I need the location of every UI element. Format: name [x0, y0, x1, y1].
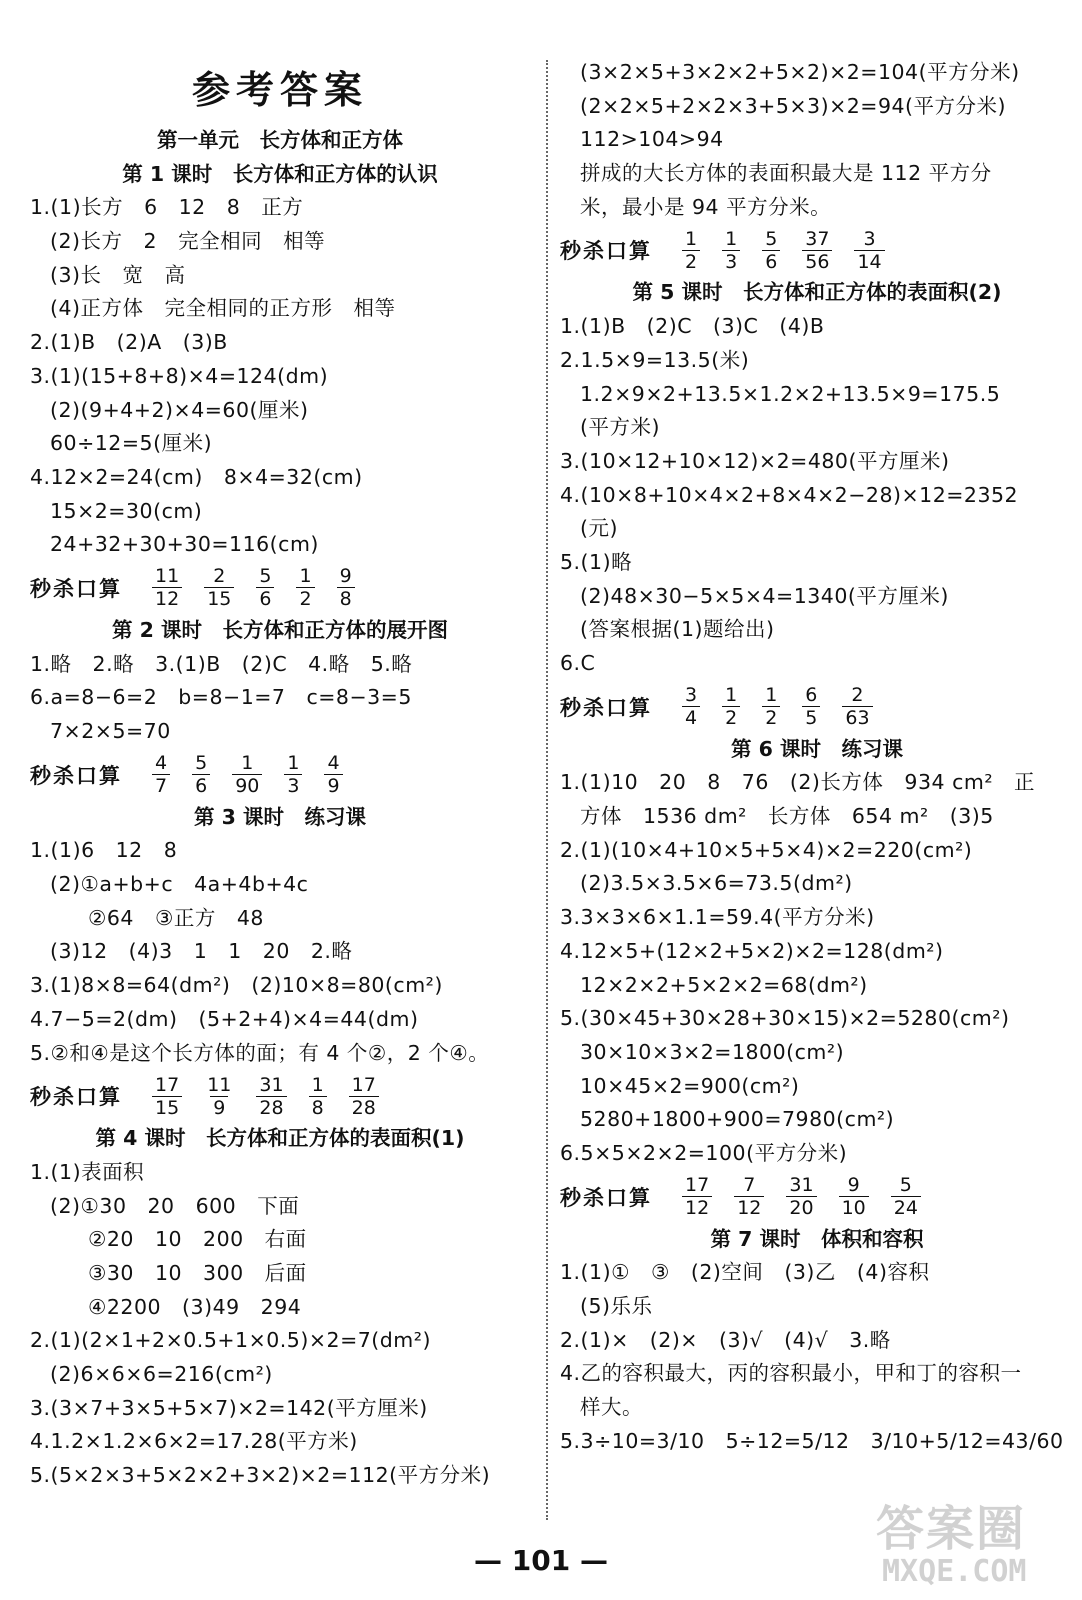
fraction-numerator: 1 — [311, 1073, 324, 1096]
fraction-numerator: 4 — [155, 752, 168, 775]
answer-line: 24+32+30+30=116(cm) — [50, 532, 319, 557]
answer-line: 5.(30×45+30×28+30×15)×2=5280(cm²) — [560, 1006, 1010, 1031]
fraction — [309, 1074, 327, 1119]
fraction-denominator: 3 — [284, 774, 302, 797]
answer-line: (2)①a+b+c 4a+4b+4c — [50, 872, 309, 897]
answer-line: 6.a=8−6=2 b=8−1=7 c=8−3=5 — [30, 685, 412, 710]
answer-line: (3)12 (4)3 1 1 20 2.略 — [50, 939, 353, 964]
fraction — [682, 684, 700, 729]
answer-line: 米，最小是 94 平方分米。 — [580, 194, 832, 219]
fraction-denominator: 15 — [204, 587, 234, 610]
answer-line: 1.2×9×2+13.5×1.2×2+13.5×9=175.5 — [580, 381, 1001, 406]
answer-line: 1.(1)6 12 8 — [30, 838, 178, 863]
answer-line: 样大。 — [580, 1395, 643, 1420]
answer-line: (答案根据(1)题给出) — [580, 617, 775, 642]
left-column — [30, 56, 530, 1493]
fraction-denominator: 6 — [192, 774, 210, 797]
fraction — [722, 228, 740, 273]
fraction-denominator: 10 — [839, 1196, 869, 1219]
fraction — [204, 1074, 234, 1119]
fraction-denominator: 12 — [734, 1196, 764, 1219]
answer-line: ②20 10 200 右面 — [88, 1227, 307, 1252]
answer-line: 1.(1)B (2)C (3)C (4)B — [560, 314, 825, 339]
fraction-numerator: 1 — [287, 752, 300, 775]
fraction — [256, 1074, 286, 1119]
answer-line: (3)长 宽 高 — [50, 262, 186, 287]
answer-line: ④2200 (3)49 294 — [88, 1294, 302, 1319]
answer-line: (2)6×6×6=216(cm²) — [50, 1362, 273, 1386]
answer-line: 3.(1)(15+8+8)×4=124(dm) — [30, 363, 329, 388]
watermark-text: 答案圈 — [876, 1501, 1027, 1557]
answer-line: (2)3.5×3.5×6=73.5(dm²) — [580, 871, 853, 896]
fraction-numerator: 17 — [351, 1073, 376, 1096]
fraction-numerator: 5 — [765, 227, 778, 250]
answer-line: (2)48×30−5×5×4=1340(平方厘米) — [580, 583, 949, 608]
answer-line: 1.(1)① ③ (2)空间 (3)乙 (4)容积 — [560, 1260, 930, 1285]
fraction — [192, 752, 210, 797]
answer-line: (4)正方体 完全相同的正方形 相等 — [50, 296, 396, 321]
fraction-numerator: 11 — [207, 1073, 232, 1096]
answer-line: 4.1.2×1.2×6×2=17.28(平方米) — [30, 1429, 358, 1454]
answer-line: 60÷12=5(厘米) — [50, 431, 213, 456]
fraction — [337, 565, 355, 610]
oral-calc-label: 秒杀口算 — [560, 1185, 652, 1210]
fraction — [839, 1174, 869, 1219]
answer-line: (2×2×5+2×2×3+5×3)×2=94(平方分米) — [580, 93, 1007, 118]
answer-line: 2.(1)× (2)× (3)√ (4)√ 3.略 — [560, 1327, 891, 1352]
answer-line: 4.12×5+(12×2+5×2)×2=128(dm²) — [560, 938, 944, 963]
answer-line: 1.(1)表面积 — [30, 1159, 145, 1184]
answer-line: 5280+1800+900=7980(cm²) — [580, 1107, 895, 1132]
fraction — [324, 752, 342, 797]
answer-line: 3.(1)8×8=64(dm²) (2)10×8=80(cm²) — [30, 973, 443, 998]
oral-calc-row — [30, 562, 530, 614]
fraction — [682, 1174, 712, 1219]
answer-line: 2.(1)(10×4+10×5+5×4)×2=220(cm²) — [560, 837, 973, 862]
fraction-numerator: 4 — [327, 752, 340, 775]
answer-line: 1.略 2.略 3.(1)B (2)C 4.略 5.略 — [30, 651, 413, 676]
answer-line: 5.(1)略 — [560, 549, 633, 574]
column-divider — [546, 60, 548, 1520]
fraction-denominator: 63 — [842, 706, 872, 729]
fraction-numerator: 1 — [685, 227, 698, 250]
answer-line: 1.(1)长方 6 12 8 正方 — [30, 195, 304, 220]
answer-line: 30×10×3×2=1800(cm²) — [580, 1039, 845, 1064]
answer-line: 方体 1536 dm² 长方体 654 m² (3)5 — [580, 804, 994, 829]
fraction-numerator: 5 — [899, 1174, 912, 1197]
fraction-denominator: 4 — [682, 706, 700, 729]
right-column — [560, 56, 1074, 1458]
answer-line: 拼成的大长方体的表面积最大是 112 平方分 — [580, 161, 992, 186]
fraction — [349, 1074, 379, 1119]
oral-calc-row — [560, 1171, 1074, 1223]
answer-line: 112>104>94 — [580, 127, 724, 152]
watermark-logo — [876, 1490, 1076, 1600]
fraction-numerator: 6 — [805, 684, 818, 707]
fraction-denominator: 12 — [682, 1196, 712, 1219]
answer-line: 2.(1)(2×1+2×0.5+1×0.5)×2=7(dm²) — [30, 1328, 431, 1353]
fraction-numerator: 9 — [339, 565, 352, 588]
fraction-numerator: 5 — [259, 565, 272, 588]
fraction-numerator: 1 — [725, 227, 738, 250]
answer-line: 12×2×2+5×2×2=68(dm²) — [580, 972, 868, 997]
fraction-denominator: 5 — [802, 706, 820, 729]
fraction-denominator: 20 — [786, 1196, 816, 1219]
fraction — [152, 565, 182, 610]
fraction — [296, 565, 314, 610]
answer-line: 5.(5×2×3+5×2×2+3×2)×2=112(平方分米) — [30, 1463, 491, 1488]
fraction — [256, 565, 274, 610]
oral-calc-label: 秒杀口算 — [30, 576, 122, 601]
fraction-numerator: 3 — [685, 684, 698, 707]
fraction-denominator: 12 — [152, 587, 182, 610]
fraction-denominator: 15 — [152, 1096, 182, 1119]
answer-line: 5.3÷10=3/10 5÷12=5/12 3/10+5/12=43/60 — [560, 1428, 1064, 1453]
lesson-heading: 第 1 课时 长方体和正方体的认识 — [122, 161, 438, 186]
fraction-denominator: 9 — [324, 774, 342, 797]
oral-calc-row — [30, 749, 530, 801]
answer-line: 4.7−5=2(dm) (5+2+4)×4=44(dm) — [30, 1006, 419, 1031]
answer-line: 4.乙的容积最大，丙的容积最小，甲和丁的容积一 — [560, 1361, 1022, 1386]
fraction-numerator: 1 — [765, 684, 778, 707]
fraction — [152, 752, 170, 797]
fraction-numerator: 9 — [847, 1174, 860, 1197]
fraction-numerator: 3 — [863, 227, 876, 250]
fraction-numerator: 5 — [195, 752, 208, 775]
fraction-numerator: 31 — [789, 1174, 814, 1197]
oral-calc-row — [560, 224, 1074, 276]
fraction-denominator: 8 — [309, 1096, 327, 1119]
answer-line: 3.(10×12+10×12)×2=480(平方厘米) — [560, 448, 950, 473]
answer-line: 2.(1)B (2)A (3)B — [30, 330, 228, 355]
lesson-heading: 第一单元 长方体和正方体 — [157, 128, 403, 152]
fraction-denominator: 9 — [210, 1096, 228, 1119]
answer-line: (2)(9+4+2)×4=60(厘米) — [50, 397, 309, 422]
fraction — [854, 228, 884, 273]
fraction-numerator: 1 — [299, 565, 312, 588]
fraction-denominator: 28 — [349, 1096, 379, 1119]
fraction-numerator: 1 — [725, 684, 738, 707]
fraction-denominator: 3 — [722, 250, 740, 273]
fraction-denominator: 24 — [891, 1196, 921, 1219]
answer-line: (2)①30 20 600 下面 — [50, 1193, 300, 1218]
answer-line: (元) — [580, 516, 618, 541]
lesson-heading: 第 6 课时 练习课 — [730, 736, 904, 761]
fraction — [722, 684, 740, 729]
oral-calc-row — [30, 1070, 530, 1122]
answer-line: ③30 10 300 后面 — [88, 1260, 307, 1285]
lesson-heading: 第 3 课时 练习课 — [193, 804, 367, 829]
fraction-denominator: 56 — [802, 250, 832, 273]
fraction-numerator: 2 — [213, 565, 226, 588]
fraction — [204, 565, 234, 610]
fraction-numerator: 37 — [805, 227, 830, 250]
fraction — [891, 1174, 921, 1219]
oral-calc-label: 秒杀口算 — [560, 695, 652, 720]
fraction — [152, 1074, 182, 1119]
fraction-numerator: 7 — [743, 1174, 756, 1197]
fraction-denominator: 14 — [854, 250, 884, 273]
page-title: 参考答案 — [191, 67, 368, 112]
watermark-url: MXQE.COM — [882, 1554, 1027, 1589]
answer-line: 1.(1)10 20 8 76 (2)长方体 934 cm² 正 — [560, 770, 1036, 795]
page-number: — 101 — — [474, 1544, 608, 1577]
answer-line: 7×2×5=70 — [50, 719, 171, 743]
answer-line: 6.C — [560, 651, 596, 675]
fraction-denominator: 6 — [762, 250, 780, 273]
lesson-heading: 第 5 课时 长方体和正方体的表面积(2) — [632, 280, 1002, 305]
oral-calc-label: 秒杀口算 — [30, 763, 122, 788]
answer-line: ②64 ③正方 48 — [88, 905, 264, 930]
fraction-denominator: 6 — [256, 587, 274, 610]
fraction-denominator: 2 — [762, 706, 780, 729]
fraction-numerator: 17 — [155, 1073, 180, 1096]
answer-line: 3.3×3×6×1.1=59.4(平方分米) — [560, 905, 875, 930]
answer-line: (2)长方 2 完全相同 相等 — [50, 229, 326, 254]
fraction-denominator: 90 — [232, 774, 262, 797]
fraction — [762, 228, 780, 273]
answer-line: 10×45×2=900(cm²) — [580, 1073, 800, 1098]
fraction-denominator: 28 — [256, 1096, 286, 1119]
fraction — [786, 1174, 816, 1219]
fraction-numerator: 31 — [259, 1073, 284, 1096]
answer-line: (5)乐乐 — [580, 1294, 653, 1318]
fraction — [762, 684, 780, 729]
answer-line: (平方米) — [580, 415, 660, 440]
fraction-numerator: 17 — [685, 1174, 710, 1197]
fraction-denominator: 7 — [152, 774, 170, 797]
fraction-numerator: 1 — [241, 752, 254, 775]
fraction-denominator: 2 — [722, 706, 740, 729]
fraction — [842, 684, 872, 729]
fraction — [802, 684, 820, 729]
fraction-denominator: 2 — [296, 587, 314, 610]
answer-line: 4.(10×8+10×4×2+8×4×2−28)×12=2352 — [560, 482, 1019, 507]
fraction-numerator: 11 — [155, 565, 180, 588]
fraction-numerator: 2 — [851, 684, 864, 707]
fraction — [284, 752, 302, 797]
oral-calc-label: 秒杀口算 — [30, 1085, 122, 1110]
answer-line: 4.12×2=24(cm) 8×4=32(cm) — [30, 464, 363, 489]
answer-line: 6.5×5×2×2=100(平方分米) — [560, 1140, 848, 1165]
right-answer-list — [560, 56, 1074, 1458]
fraction — [232, 752, 262, 797]
fraction — [682, 228, 700, 273]
answer-line: 3.(3×7+3×5+5×7)×2=142(平方厘米) — [30, 1395, 428, 1420]
oral-calc-label: 秒杀口算 — [560, 239, 652, 264]
answer-line: 5.②和④是这个长方体的面；有 4 个②，2 个④。 — [30, 1040, 490, 1065]
fraction-denominator: 2 — [682, 250, 700, 273]
lesson-heading: 第 7 课时 体积和容积 — [710, 1226, 924, 1251]
lesson-heading: 第 4 课时 长方体和正方体的表面积(1) — [95, 1126, 465, 1151]
answer-line: (3×2×5+3×2×2+5×2)×2=104(平方分米) — [580, 60, 1020, 84]
fraction-denominator: 8 — [337, 587, 355, 610]
answer-line: 15×2=30(cm) — [50, 498, 203, 523]
answer-line: 2.1.5×9=13.5(米) — [560, 347, 750, 372]
oral-calc-row — [560, 681, 1074, 733]
fraction — [802, 228, 832, 273]
fraction — [734, 1174, 764, 1219]
lesson-heading: 第 2 课时 长方体和正方体的展开图 — [111, 617, 449, 642]
left-answer-list — [30, 124, 530, 1493]
